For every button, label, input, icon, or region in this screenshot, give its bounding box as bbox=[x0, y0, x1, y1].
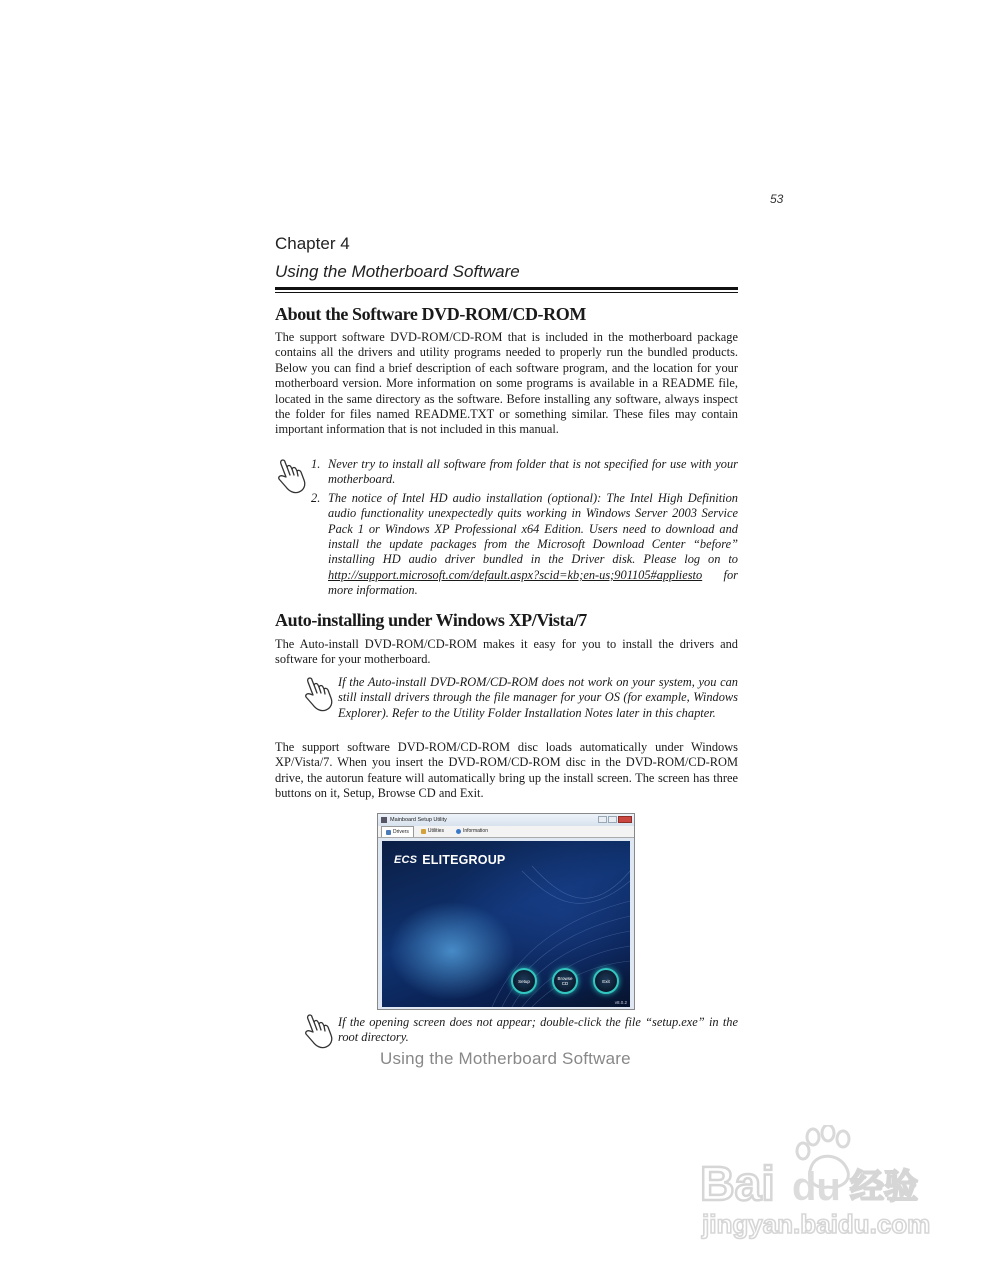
section-body-about: The support software DVD-ROM/CD-ROM that is included in the motherboard package contains all the drivers and utility programs needed to properly run the bundled products. Below you can find a brief description of each software program, and the location for your motherboard version. More information on some programs is available in a README file, located in the same directory as the software. Before installing any software, always inspect the folder for files named README.TXT or something similar. These files may contain important information that is not included in this manual. bbox=[275, 330, 738, 437]
chapter-rule-thin bbox=[275, 292, 738, 293]
utilities-icon bbox=[421, 829, 426, 834]
chapter-title: Using the Motherboard Software bbox=[275, 262, 520, 281]
screenshot-tabs bbox=[378, 826, 634, 838]
footer-title: Using the Motherboard Software bbox=[380, 1049, 631, 1068]
note-item bbox=[311, 457, 738, 488]
section-body-autoinstall: The support software DVD-ROM/CD-ROM disc loads automatically under Windows XP/Vista/7. When you insert the DVD-ROM/CD-ROM disc in the DVD-ROM/CD-ROM drive, the autorun feature will automatically bring up the install screen. The screen has three buttons on it, Setup, Browse CD and Exit. bbox=[275, 740, 738, 801]
logo-text: ELITEGROUP bbox=[422, 853, 506, 867]
section-heading-about: About the Software DVD-ROM/CD-ROM bbox=[275, 304, 586, 324]
drivers-icon bbox=[386, 830, 391, 835]
minimize-icon bbox=[598, 816, 607, 823]
information-icon bbox=[456, 829, 461, 834]
chapter-label: Chapter 4 bbox=[275, 234, 350, 253]
tab-utilities bbox=[416, 826, 449, 837]
exit-button: Exit bbox=[593, 968, 619, 994]
note-text: Never try to install all software from folder that is not specified for use with your motherboard. bbox=[328, 457, 738, 487]
window-title: Mainboard Setup Utility bbox=[390, 817, 447, 823]
screenshot-canvas bbox=[382, 841, 630, 1007]
svg-text:Bai: Bai bbox=[700, 1158, 775, 1211]
setup-utility-screenshot bbox=[377, 813, 635, 1010]
svg-text:经验: 经验 bbox=[850, 1167, 918, 1207]
ecs-mark: ECS bbox=[394, 854, 418, 866]
note-text-end: for more information. bbox=[328, 567, 738, 598]
window-controls bbox=[598, 816, 632, 823]
pointing-hand-icon bbox=[301, 675, 335, 715]
pointing-hand-icon bbox=[301, 1012, 335, 1052]
tab-label: Drivers bbox=[393, 828, 409, 835]
svg-text:jingyan.baidu.com: jingyan.baidu.com bbox=[702, 1209, 931, 1239]
notes-list bbox=[311, 457, 738, 599]
baidu-watermark bbox=[700, 1125, 940, 1275]
elitegroup-logo bbox=[394, 853, 505, 867]
close-icon bbox=[618, 816, 632, 823]
section-intro-autoinstall: The Auto-install DVD-ROM/CD-ROM makes it easy for you to install the drivers and software for your motherboard. bbox=[275, 637, 738, 667]
tab-information bbox=[451, 826, 493, 837]
setup-button: Setup bbox=[511, 968, 537, 994]
tab-label: Information bbox=[462, 828, 488, 834]
note-number: 1. bbox=[311, 457, 321, 471]
note-text: The notice of Intel HD audio installation (optional): The Intel High Definition audio functionality unexpectedly quits working in Windows Server 2003 Service Pack 1 or Windows XP Professional x64 Edition. Users need to download and install the update packages from the Microsoft Download Center “before” installing HD audio driver bundled in the Driver disk. Please log on to bbox=[328, 490, 738, 567]
support-link[interactable]: http://support.microsoft.com/default.aspx?scid=kb;en-us;901105#appliesto bbox=[328, 567, 703, 582]
page-number: 53 bbox=[770, 192, 784, 206]
browse-cd-button: Browse CD bbox=[552, 968, 578, 994]
app-icon bbox=[381, 817, 387, 823]
maximize-icon bbox=[608, 816, 617, 823]
version-label: v8.0.2 bbox=[614, 1000, 627, 1005]
pointing-hand-icon bbox=[274, 457, 308, 497]
tab-drivers bbox=[381, 826, 414, 837]
note-number: 2. bbox=[311, 490, 321, 505]
svg-text:du: du bbox=[792, 1165, 841, 1209]
note-setup-exe: If the opening screen does not appear; double-click the file “setup.exe” in the root directory. bbox=[338, 1015, 738, 1045]
note-item bbox=[311, 491, 738, 599]
note-autoinstall: If the Auto-install DVD-ROM/CD-ROM does not work on your system, you can still install drivers through the file manager for your OS (for example, Windows Explorer). Refer to the Utility Folder Installation Notes later in this chapter. bbox=[338, 675, 738, 720]
section-heading-autoinstall: Auto-installing under Windows XP/Vista/7 bbox=[275, 610, 587, 630]
chapter-rule-thick bbox=[275, 287, 738, 290]
tab-label: Utilities bbox=[427, 828, 444, 834]
window-titlebar bbox=[378, 814, 634, 826]
